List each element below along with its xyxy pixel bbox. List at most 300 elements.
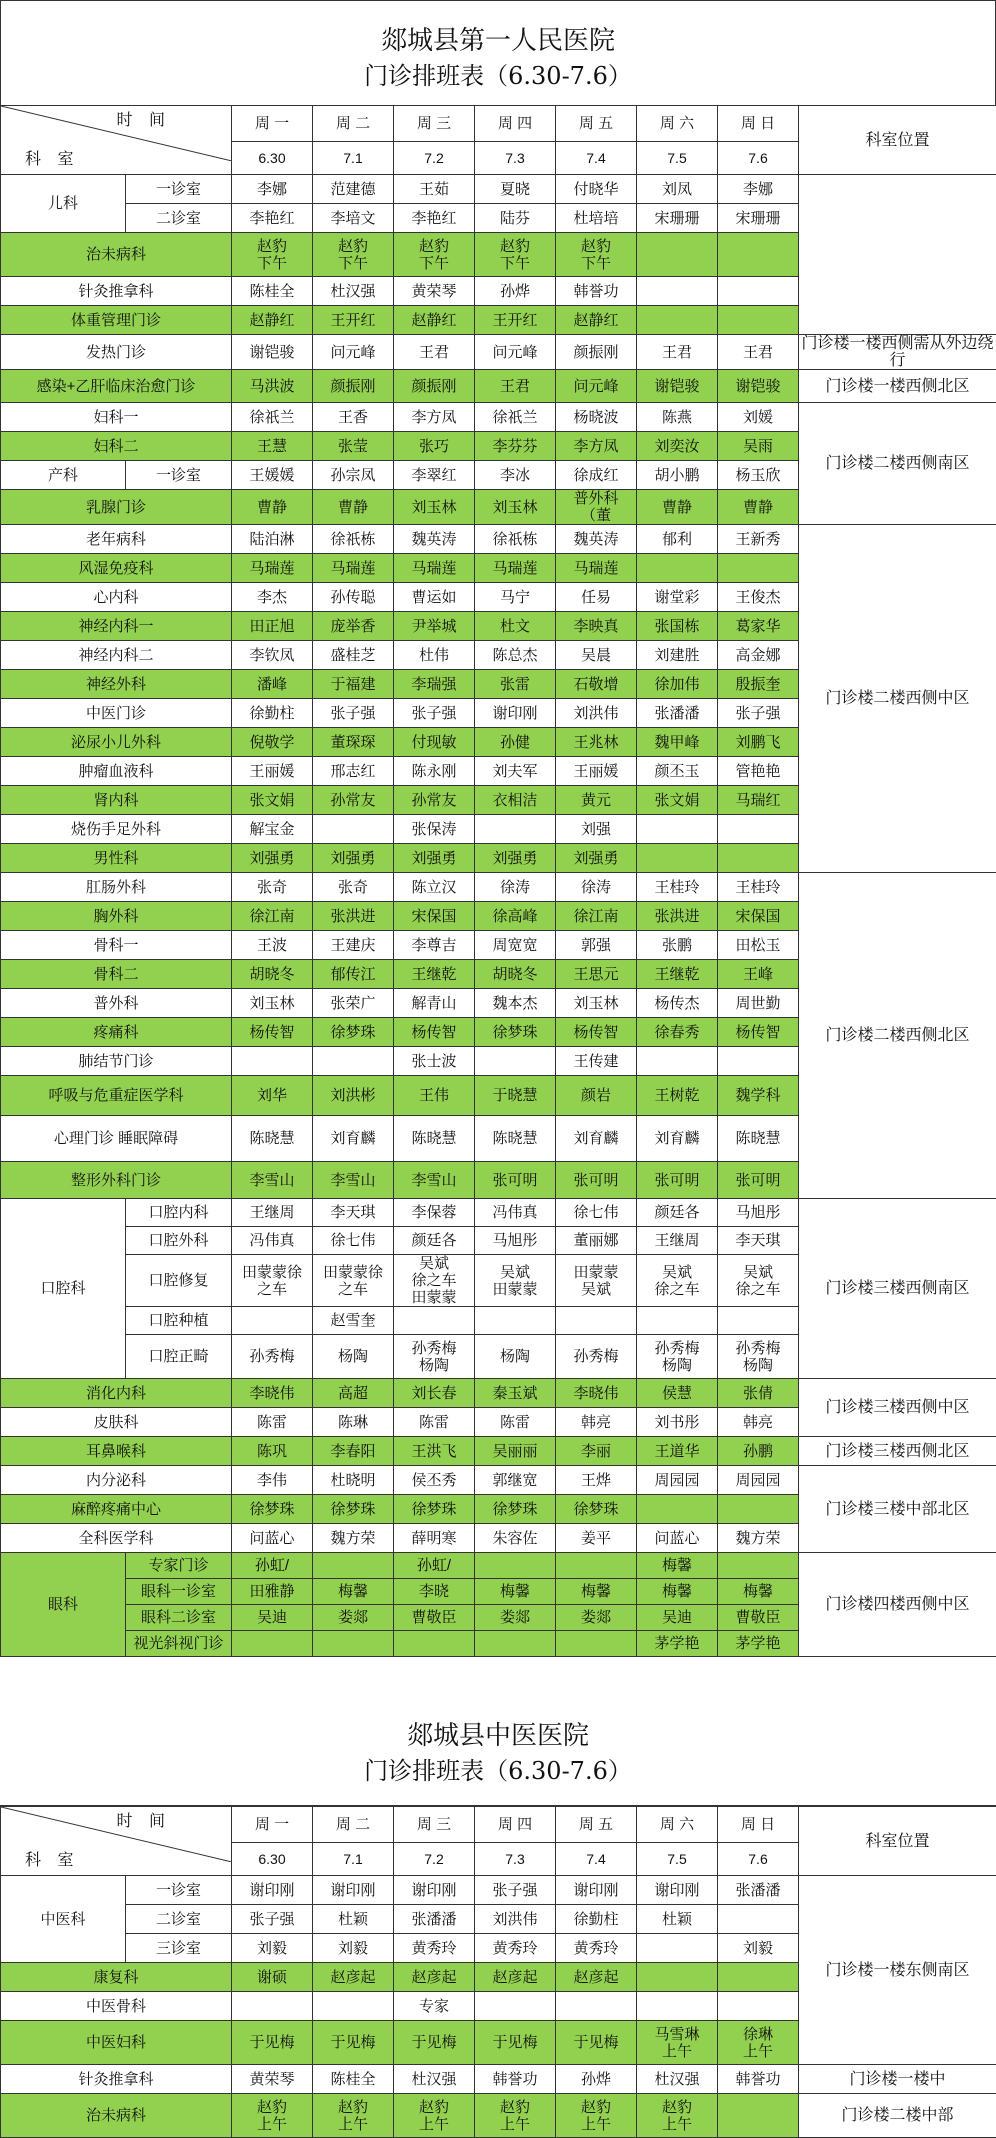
doctor-cell: 李春阳 [313, 1437, 394, 1466]
date-header: 7.3 [475, 142, 556, 175]
doctor-cell: 张文娟 [232, 786, 313, 815]
department-cell: 泌尿小儿外科 [1, 728, 232, 757]
doctor-cell: 韩誉功 [556, 277, 637, 306]
doctor-cell: 王媛媛 [232, 461, 313, 490]
doctor-cell [637, 306, 718, 335]
doctor-cell: 张洪进 [637, 902, 718, 931]
doctor-cell [637, 1495, 718, 1524]
doctor-cell: 于见梅 [556, 2021, 637, 2065]
doctor-cell: 杨传智 [394, 1018, 475, 1047]
doctor-cell: 普外科 （董 [556, 490, 637, 525]
doctor-cell: 徐祇兰 [232, 403, 313, 432]
clinic-room-cell: 专家门诊 [126, 1553, 232, 1579]
doctor-cell: 郁利 [637, 525, 718, 554]
day-header: 周 六 [637, 106, 718, 142]
day-header: 周 日 [718, 1807, 799, 1843]
clinic-room-cell: 一诊室 [126, 175, 232, 204]
department-cell: 针灸推拿科 [1, 277, 232, 306]
doctor-cell: 李天琪 [313, 1199, 394, 1227]
doctor-cell [718, 1495, 799, 1524]
doctor-cell: 刘强勇 [475, 844, 556, 873]
doctor-cell [718, 815, 799, 844]
doctor-cell: 谢印刚 [475, 699, 556, 728]
location-cell: 门诊楼二楼西侧中区 [799, 525, 996, 873]
doctor-cell [718, 1307, 799, 1335]
doctor-cell: 徐涛 [475, 873, 556, 902]
doctor-cell: 张雷 [475, 670, 556, 699]
doctor-cell: 付晓华 [556, 175, 637, 204]
doctor-cell: 李方凤 [556, 432, 637, 461]
doctor-cell: 赵豹 下午 [313, 233, 394, 277]
doctor-cell [232, 1631, 313, 1657]
doctor-cell: 王开红 [475, 306, 556, 335]
clinic-room-cell: 视光斜视门诊 [126, 1631, 232, 1657]
doctor-cell [718, 1553, 799, 1579]
doctor-cell: 吴斌 徐之车 [718, 1255, 799, 1307]
location-cell: 门诊楼一楼西侧需从外边绕行 [799, 335, 996, 370]
doctor-cell: 王茹 [394, 175, 475, 204]
doctor-cell [718, 554, 799, 583]
doctor-cell: 梅馨 [313, 1579, 394, 1605]
doctor-cell: 徐梦珠 [313, 1495, 394, 1524]
doctor-cell [556, 1553, 637, 1579]
doctor-cell: 李尊吉 [394, 931, 475, 960]
doctor-cell [475, 1631, 556, 1657]
doctor-cell: 孙常友 [394, 786, 475, 815]
doctor-cell [718, 306, 799, 335]
doctor-cell: 邢志红 [313, 757, 394, 786]
doctor-cell: 张国栋 [637, 612, 718, 641]
doctor-cell: 徐梦珠 [475, 1018, 556, 1047]
doctor-cell: 杨陶 [313, 1335, 394, 1379]
doctor-cell: 李翠红 [394, 461, 475, 490]
doctor-cell: 刘洪彬 [313, 1076, 394, 1116]
table-row [1, 1466, 996, 1495]
clinic-room-cell: 口腔种植 [126, 1307, 232, 1335]
doctor-cell: 王香 [313, 403, 394, 432]
date-header: 7.4 [556, 1843, 637, 1876]
doctor-cell: 孙秀梅 [556, 1335, 637, 1379]
location-header: 科室位置 [799, 1807, 996, 1876]
doctor-cell: 徐高峰 [475, 902, 556, 931]
doctor-cell: 马瑞莲 [313, 554, 394, 583]
doctor-cell: 魏甲峰 [637, 728, 718, 757]
doctor-cell: 陈琳 [313, 1408, 394, 1437]
doctor-cell: 颜岩 [556, 1076, 637, 1116]
doctor-cell: 陈巩 [232, 1437, 313, 1466]
doctor-cell [718, 277, 799, 306]
doctor-cell: 问元峰 [475, 335, 556, 370]
doctor-cell: 魏英涛 [394, 525, 475, 554]
doctor-cell: 王君 [475, 370, 556, 403]
doctor-cell: 张可明 [556, 1162, 637, 1199]
doctor-cell: 王伟 [394, 1076, 475, 1116]
doctor-cell [475, 1307, 556, 1335]
doctor-cell: 郁传江 [313, 960, 394, 989]
department-cell: 神经内科一 [1, 612, 232, 641]
doctor-cell [475, 815, 556, 844]
doctor-cell: 杜颖 [637, 1905, 718, 1934]
doctor-cell: 李杰 [232, 583, 313, 612]
doctor-cell: 王继周 [232, 1199, 313, 1227]
doctor-cell: 谢硕 [232, 1963, 313, 1992]
department-cell: 烧伤手足外科 [1, 815, 232, 844]
doctor-cell: 孙秀梅 杨陶 [637, 1335, 718, 1379]
corner-header [1, 106, 232, 175]
doctor-cell: 陈雷 [475, 1408, 556, 1437]
department-cell: 肿瘤血液科 [1, 757, 232, 786]
date-header: 6.30 [232, 1843, 313, 1876]
location-cell: 门诊楼一楼中 [799, 2065, 996, 2094]
doctor-cell: 黄秀玲 [556, 1934, 637, 1963]
doctor-cell: 王开红 [313, 306, 394, 335]
day-header: 周 二 [313, 1807, 394, 1843]
doctor-cell: 梅馨 [718, 1579, 799, 1605]
doctor-cell: 王俊杰 [718, 583, 799, 612]
doctor-cell: 李保蓉 [394, 1199, 475, 1227]
doctor-cell: 刘育麟 [556, 1116, 637, 1162]
doctor-cell [637, 815, 718, 844]
doctor-cell: 马雪琳 上午 [637, 2021, 718, 2065]
doctor-cell: 魏学科 [718, 1076, 799, 1116]
doctor-cell: 徐勤柱 [556, 1905, 637, 1934]
department-cell: 男性科 [1, 844, 232, 873]
doctor-cell: 徐梦珠 [394, 1495, 475, 1524]
doctor-cell [313, 1631, 394, 1657]
doctor-cell: 曹静 [232, 490, 313, 525]
department-cell: 肛肠外科 [1, 873, 232, 902]
doctor-cell: 杜颖 [313, 1905, 394, 1934]
doctor-cell: 孙烨 [556, 2065, 637, 2094]
doctor-cell: 梅馨 [637, 1579, 718, 1605]
doctor-cell: 刘华 [232, 1076, 313, 1116]
doctor-cell: 杨传杰 [637, 989, 718, 1018]
table-row [1, 1553, 996, 1579]
doctor-cell: 赵彦起 [475, 1963, 556, 1992]
doctor-cell: 张子强 [232, 1905, 313, 1934]
table-row [1, 1379, 996, 1408]
doctor-cell: 孙鹏 [718, 1437, 799, 1466]
doctor-cell: 孙传聪 [313, 583, 394, 612]
doctor-cell: 陈桂全 [232, 277, 313, 306]
department-cell: 耳鼻喉科 [1, 1437, 232, 1466]
department-cell: 风湿免疫科 [1, 554, 232, 583]
doctor-cell: 李晓 [394, 1579, 475, 1605]
doctor-cell: 黄秀玲 [475, 1934, 556, 1963]
doctor-cell: 马宁 [475, 583, 556, 612]
doctor-cell: 谢印刚 [313, 1876, 394, 1905]
department-cell: 治未病科 [1, 233, 232, 277]
location-cell [799, 175, 996, 335]
location-cell: 门诊楼三楼西侧北区 [799, 1437, 996, 1466]
doctor-cell [313, 815, 394, 844]
doctor-cell: 解青山 [394, 989, 475, 1018]
doctor-cell: 赵豹 下午 [394, 233, 475, 277]
clinic-room-cell: 一诊室 [126, 1876, 232, 1905]
doctor-cell: 徐江南 [232, 902, 313, 931]
hospital-title: 郯城县中医医院 [0, 1718, 996, 1754]
doctor-cell: 于晓慧 [475, 1076, 556, 1116]
doctor-cell: 杜汉强 [394, 2065, 475, 2094]
doctor-cell [718, 1992, 799, 2021]
doctor-cell: 刘夫军 [475, 757, 556, 786]
doctor-cell: 谢印刚 [394, 1876, 475, 1905]
doctor-cell: 梅馨 [475, 1579, 556, 1605]
day-header: 周 日 [718, 106, 799, 142]
doctor-cell: 徐祇兰 [475, 403, 556, 432]
doctor-cell: 曹敬臣 [718, 1605, 799, 1631]
doctor-cell: 任易 [556, 583, 637, 612]
doctor-cell: 王树乾 [637, 1076, 718, 1116]
doctor-cell: 刘书彤 [637, 1408, 718, 1437]
doctor-cell: 谢铠骏 [718, 370, 799, 403]
doctor-cell: 李晓伟 [232, 1379, 313, 1408]
doctor-cell: 陈晓慧 [718, 1116, 799, 1162]
doctor-cell: 徐春秀 [637, 1018, 718, 1047]
doctor-cell: 李雪山 [394, 1162, 475, 1199]
doctor-cell: 胡晓冬 [475, 960, 556, 989]
schedule-subtitle: 门诊排班表（6.30-7.6） [0, 1754, 996, 1788]
location-cell: 门诊楼三楼西侧中区 [799, 1379, 996, 1437]
doctor-cell: 张文娟 [637, 786, 718, 815]
doctor-cell: 于见梅 [475, 2021, 556, 2065]
department-cell: 胸外科 [1, 902, 232, 931]
doctor-cell: 王道华 [637, 1437, 718, 1466]
doctor-cell: 杨传智 [556, 1018, 637, 1047]
doctor-cell: 马瑞莲 [475, 554, 556, 583]
doctor-cell [637, 844, 718, 873]
doctor-cell [475, 1047, 556, 1076]
doctor-cell: 陈晓慧 [394, 1116, 475, 1162]
doctor-cell: 魏方荣 [718, 1524, 799, 1553]
doctor-cell: 张可明 [475, 1162, 556, 1199]
doctor-cell: 杜汉强 [313, 277, 394, 306]
doctor-cell: 赵豹 上午 [313, 2094, 394, 2138]
date-header: 7.1 [313, 1843, 394, 1876]
doctor-cell: 杜培培 [556, 204, 637, 233]
day-header: 周 三 [394, 106, 475, 142]
doctor-cell: 徐加伟 [637, 670, 718, 699]
doctor-cell: 杜晓明 [313, 1466, 394, 1495]
doctor-cell: 徐七伟 [556, 1199, 637, 1227]
doctor-cell: 董琛琛 [313, 728, 394, 757]
doctor-cell: 徐梦珠 [313, 1018, 394, 1047]
doctor-cell: 孙虹/ [232, 1553, 313, 1579]
doctor-cell: 娄郯 [556, 1605, 637, 1631]
doctor-cell: 颜廷各 [394, 1227, 475, 1255]
doctor-cell [394, 1307, 475, 1335]
doctor-cell: 吴迪 [637, 1605, 718, 1631]
doctor-cell: 王桂玲 [637, 873, 718, 902]
corner-header [1, 1807, 232, 1876]
department-cell: 肺结节门诊 [1, 1047, 232, 1076]
clinic-room-cell: 眼科一诊室 [126, 1579, 232, 1605]
table-row [1, 1437, 996, 1466]
doctor-cell: 刘强 [556, 815, 637, 844]
doctor-cell: 张巧 [394, 432, 475, 461]
doctor-cell: 马瑞莲 [232, 554, 313, 583]
doctor-cell: 王烨 [556, 1466, 637, 1495]
doctor-cell: 范建德 [313, 175, 394, 204]
doctor-cell: 倪敬学 [232, 728, 313, 757]
doctor-cell: 王新秀 [718, 525, 799, 554]
doctor-cell: 陈总杰 [475, 641, 556, 670]
doctor-cell [637, 1307, 718, 1335]
schedule-sheet-2 [0, 1702, 996, 2138]
department-cell: 呼吸与危重症医学科 [1, 1076, 232, 1116]
department-cell: 疼痛科 [1, 1018, 232, 1047]
doctor-cell [556, 1992, 637, 2021]
doctor-cell: 冯伟真 [475, 1199, 556, 1227]
doctor-cell: 娄郯 [475, 1605, 556, 1631]
doctor-cell: 王思元 [556, 960, 637, 989]
doctor-cell: 徐成红 [556, 461, 637, 490]
department-cell: 康复科 [1, 1963, 232, 1992]
doctor-cell: 张保涛 [394, 815, 475, 844]
department-cell: 产科 [1, 461, 126, 490]
doctor-cell: 徐琳 上午 [718, 2021, 799, 2065]
location-cell: 门诊楼四楼西侧中区 [799, 1553, 996, 1657]
doctor-cell: 于见梅 [394, 2021, 475, 2065]
doctor-cell: 孙宗凤 [313, 461, 394, 490]
doctor-cell: 田松玉 [718, 931, 799, 960]
department-cell: 眼科 [1, 1553, 126, 1657]
date-header: 7.2 [394, 142, 475, 175]
doctor-cell: 田正旭 [232, 612, 313, 641]
doctor-cell: 王丽媛 [556, 757, 637, 786]
doctor-cell: 薛明寒 [394, 1524, 475, 1553]
doctor-cell: 张莹 [313, 432, 394, 461]
location-cell: 门诊楼二楼西侧南区 [799, 403, 996, 525]
date-header: 7.5 [637, 1843, 718, 1876]
doctor-cell: 周园园 [718, 1466, 799, 1495]
doctor-cell: 朱容佐 [475, 1524, 556, 1553]
doctor-cell: 张鹏 [637, 931, 718, 960]
day-header: 周 五 [556, 1807, 637, 1843]
doctor-cell: 孙秀梅 [232, 1335, 313, 1379]
department-cell: 妇科二 [1, 432, 232, 461]
doctor-cell [637, 233, 718, 277]
dept-label: 科 室 [25, 151, 79, 168]
doctor-cell: 于见梅 [232, 2021, 313, 2065]
table-row [1, 335, 996, 370]
doctor-cell: 孙虹/ [394, 1553, 475, 1579]
doctor-cell [637, 277, 718, 306]
doctor-cell: 杜汉强 [637, 2065, 718, 2094]
date-header: 7.6 [718, 1843, 799, 1876]
doctor-cell: 孙秀梅 杨陶 [394, 1335, 475, 1379]
location-cell: 门诊楼三楼中部北区 [799, 1466, 996, 1553]
doctor-cell: 茅学艳 [718, 1631, 799, 1657]
doctor-cell: 梅馨 [556, 1579, 637, 1605]
department-cell: 神经外科 [1, 670, 232, 699]
table-row [1, 1876, 996, 1905]
table-row [1, 873, 996, 902]
doctor-cell: 徐七伟 [313, 1227, 394, 1255]
doctor-cell: 杨晓波 [556, 403, 637, 432]
doctor-cell: 赵豹 下午 [475, 233, 556, 277]
doctor-cell: 赵彦起 [556, 1963, 637, 1992]
clinic-room-cell: 口腔修复 [126, 1255, 232, 1307]
doctor-cell [313, 1553, 394, 1579]
doctor-cell: 王传建 [556, 1047, 637, 1076]
doctor-cell: 孙秀梅 杨陶 [718, 1335, 799, 1379]
table-row [1, 175, 996, 204]
doctor-cell [313, 1992, 394, 2021]
doctor-cell: 颜丕玉 [637, 757, 718, 786]
doctor-cell: 刘鹏飞 [718, 728, 799, 757]
doctor-cell: 赵彦起 [313, 1963, 394, 1992]
doctor-cell: 曹静 [637, 490, 718, 525]
department-cell: 体重管理门诊 [1, 306, 232, 335]
doctor-cell: 魏英涛 [556, 525, 637, 554]
doctor-cell: 张子强 [475, 1876, 556, 1905]
doctor-cell: 张倩 [718, 1379, 799, 1408]
clinic-room-cell: 二诊室 [126, 204, 232, 233]
table-row [1, 2065, 996, 2094]
doctor-cell [556, 1631, 637, 1657]
doctor-cell: 刘奕汝 [637, 432, 718, 461]
doctor-cell: 李丽 [556, 1437, 637, 1466]
doctor-cell: 曹静 [313, 490, 394, 525]
doctor-cell [232, 1047, 313, 1076]
location-cell: 门诊楼二楼西侧北区 [799, 873, 996, 1199]
doctor-cell: 葛家华 [718, 612, 799, 641]
department-cell: 口腔科 [1, 1199, 126, 1379]
doctor-cell: 赵静红 [232, 306, 313, 335]
doctor-cell: 刘长春 [394, 1379, 475, 1408]
location-cell: 门诊楼三楼西侧南区 [799, 1199, 996, 1379]
doctor-cell: 王君 [637, 335, 718, 370]
doctor-cell: 杨传智 [718, 1018, 799, 1047]
doctor-cell: 刘媛 [718, 403, 799, 432]
doctor-cell: 张潘潘 [718, 1876, 799, 1905]
day-header: 周 三 [394, 1807, 475, 1843]
doctor-cell: 刘毅 [313, 1934, 394, 1963]
doctor-cell: 马瑞莲 [556, 554, 637, 583]
doctor-cell: 侯慧 [637, 1379, 718, 1408]
doctor-cell: 徐梦珠 [556, 1495, 637, 1524]
location-cell: 门诊楼一楼西侧北区 [799, 370, 996, 403]
doctor-cell: 徐勤柱 [232, 699, 313, 728]
doctor-cell: 盛桂芝 [313, 641, 394, 670]
doctor-cell: 王君 [394, 335, 475, 370]
doctor-cell: 张可明 [718, 1162, 799, 1199]
department-cell: 整形外科门诊 [1, 1162, 232, 1199]
doctor-cell: 吴斌 田蒙蒙 [475, 1255, 556, 1307]
doctor-cell: 张子强 [718, 699, 799, 728]
doctor-cell: 王桂玲 [718, 873, 799, 902]
doctor-cell: 周世勤 [718, 989, 799, 1018]
doctor-cell: 黄元 [556, 786, 637, 815]
doctor-cell: 赵静红 [556, 306, 637, 335]
doctor-cell: 王洪飞 [394, 1437, 475, 1466]
doctor-cell: 冯伟真 [232, 1227, 313, 1255]
doctor-cell: 宋珊珊 [718, 204, 799, 233]
doctor-cell [637, 1934, 718, 1963]
doctor-cell: 管艳艳 [718, 757, 799, 786]
doctor-cell: 吴斌 徐之车 田蒙蒙 [394, 1255, 475, 1307]
doctor-cell: 刘洪伟 [475, 1905, 556, 1934]
schedule-subtitle: 门诊排班表（6.30-7.6） [1, 59, 995, 93]
department-cell: 中医门诊 [1, 699, 232, 728]
doctor-cell: 陈桂全 [313, 2065, 394, 2094]
doctor-cell: 赵豹 上午 [394, 2094, 475, 2138]
doctor-cell: 刘洪伟 [556, 699, 637, 728]
doctor-cell: 谢印刚 [556, 1876, 637, 1905]
doctor-cell: 殷振奎 [718, 670, 799, 699]
doctor-cell: 王继周 [637, 1227, 718, 1255]
